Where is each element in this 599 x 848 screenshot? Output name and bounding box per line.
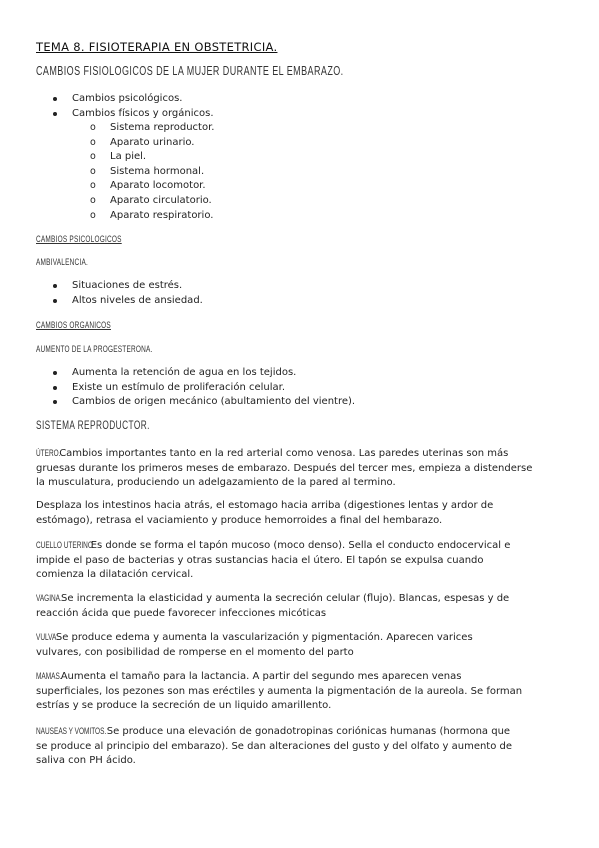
psico-heading: CAMBIOS PSICOLOGICOS <box>36 234 122 244</box>
paragraph-vagina: VAGINA. Se incrementa la elasticidad y aumenta la secreción celular (flujo). Blancas, espesas y de reacción ácida que puede favorecer infecciones micóticas <box>36 593 510 619</box>
circle-bullet-icon: o <box>90 165 96 177</box>
organicos-subheading: AUMENTO DE LA PROGESTERONA. <box>36 344 153 354</box>
list-item: o Aparato locomotor. <box>74 179 214 194</box>
organicos-heading: CAMBIOS ORGANICOS <box>36 320 111 330</box>
circle-bullet-icon: o <box>90 136 96 148</box>
list-item: Cambios psicológicos. <box>36 92 214 107</box>
paragraph-label: NAUSEAS Y VOMITOS. <box>36 726 107 736</box>
psico-subheading: AMBIVALENCIA. <box>36 257 89 267</box>
paragraph-label: VULVA. <box>36 632 59 642</box>
circle-bullet-icon: o <box>90 122 96 133</box>
paragraph-cuello-uterino: CUELLO UTERINO. Es donde se forma el tapón mucoso (moco denso). Sella el conducto endocervical e impide el paso de bacterias y otras sustancias hacia el útero. El tapón se expulsa cuando comienza la dilatación cervical. <box>36 540 511 581</box>
list-item: Situaciones de estrés. <box>36 279 203 294</box>
organicos-list <box>36 366 355 410</box>
paragraph-nauseas-vomitos: NAUSEAS Y VOMITOS. Se produce una elevación de gonadotropinas coriónicas humanas (hormona que se produce al principio del embarazo). Se dan alteraciones del gusto y del olfato y aumento de saliva con PH ácido. <box>36 726 513 767</box>
list-item: o Sistema hormonal. <box>74 165 214 180</box>
sub-list <box>74 121 214 223</box>
circle-bullet-icon: o <box>90 209 96 221</box>
paragraph-label: VAGINA. <box>36 593 62 603</box>
list-item: o Sistema reproductor. <box>74 121 214 136</box>
reproductor-heading: SISTEMA REPRODUCTOR. <box>36 420 150 432</box>
list-item: Altos niveles de ansiedad. <box>36 294 203 309</box>
circle-bullet-icon: o <box>90 194 96 206</box>
main-bullet-list <box>36 92 214 121</box>
list-item: Existe un estímulo de proliferación celular. <box>36 381 355 396</box>
psico-list <box>36 279 203 308</box>
list-item: Cambios físicos y orgánicos. <box>36 107 214 122</box>
list-item: o Aparato respiratorio. <box>74 209 214 224</box>
paragraph-utero: ÚTERO. Cambios importantes tanto en la red arterial como venosa. Las paredes uterinas son más gruesas durante los primeros meses de embarazo. Después del tercer mes, empieza a distenderse la musculatura, produciendo un adelgazamiento de la pared al termino. <box>36 448 533 489</box>
circle-bullet-icon: o <box>90 151 96 163</box>
document-title: TEMA 8. FISIOTERAPIA EN OBSTETRICIA. <box>36 40 278 54</box>
list-item: Cambios de origen mecánico (abultamiento del vientre). <box>36 395 355 410</box>
paragraph-vulva: VULVA. Se produce edema y aumenta la vascularización y pigmentación. Aparecen varices vulvares, con posibilidad de romperse en el momento del parto <box>36 632 473 658</box>
paragraph-label: CUELLO UTERINO. <box>36 540 95 550</box>
circle-bullet-icon: o <box>90 180 96 192</box>
paragraph-label: MAMAS. <box>36 671 62 681</box>
list-item: o La piel. <box>74 150 214 165</box>
list-item: o Aparato circulatorio. <box>74 194 214 209</box>
paragraph-label: ÚTERO. <box>36 448 61 458</box>
list-item: o Aparato urinario. <box>74 136 214 151</box>
paragraph-mamas: MAMAS. Aumenta el tamaño para la lactancia. A partir del segundo mes aparecen venas superficiales, los pezones son mas eréctiles y aumenta la pigmentación de la aureola. Se forman estrías y se produce la secreción de un liquido amarillento. <box>36 671 523 712</box>
list-item: Aumenta la retención de agua en los tejidos. <box>36 366 355 381</box>
section-heading-main: CAMBIOS FISIOLOGICOS DE LA MUJER DURANTE EL EMBARAZO. <box>36 64 344 78</box>
paragraph-desplaza: Desplaza los intestinos hacia atrás, el estomago hacia arriba (digestiones lentas y ardor de estómago), retrasa el vaciamiento y produce hemorroides a final del hembarazo. <box>36 500 494 526</box>
